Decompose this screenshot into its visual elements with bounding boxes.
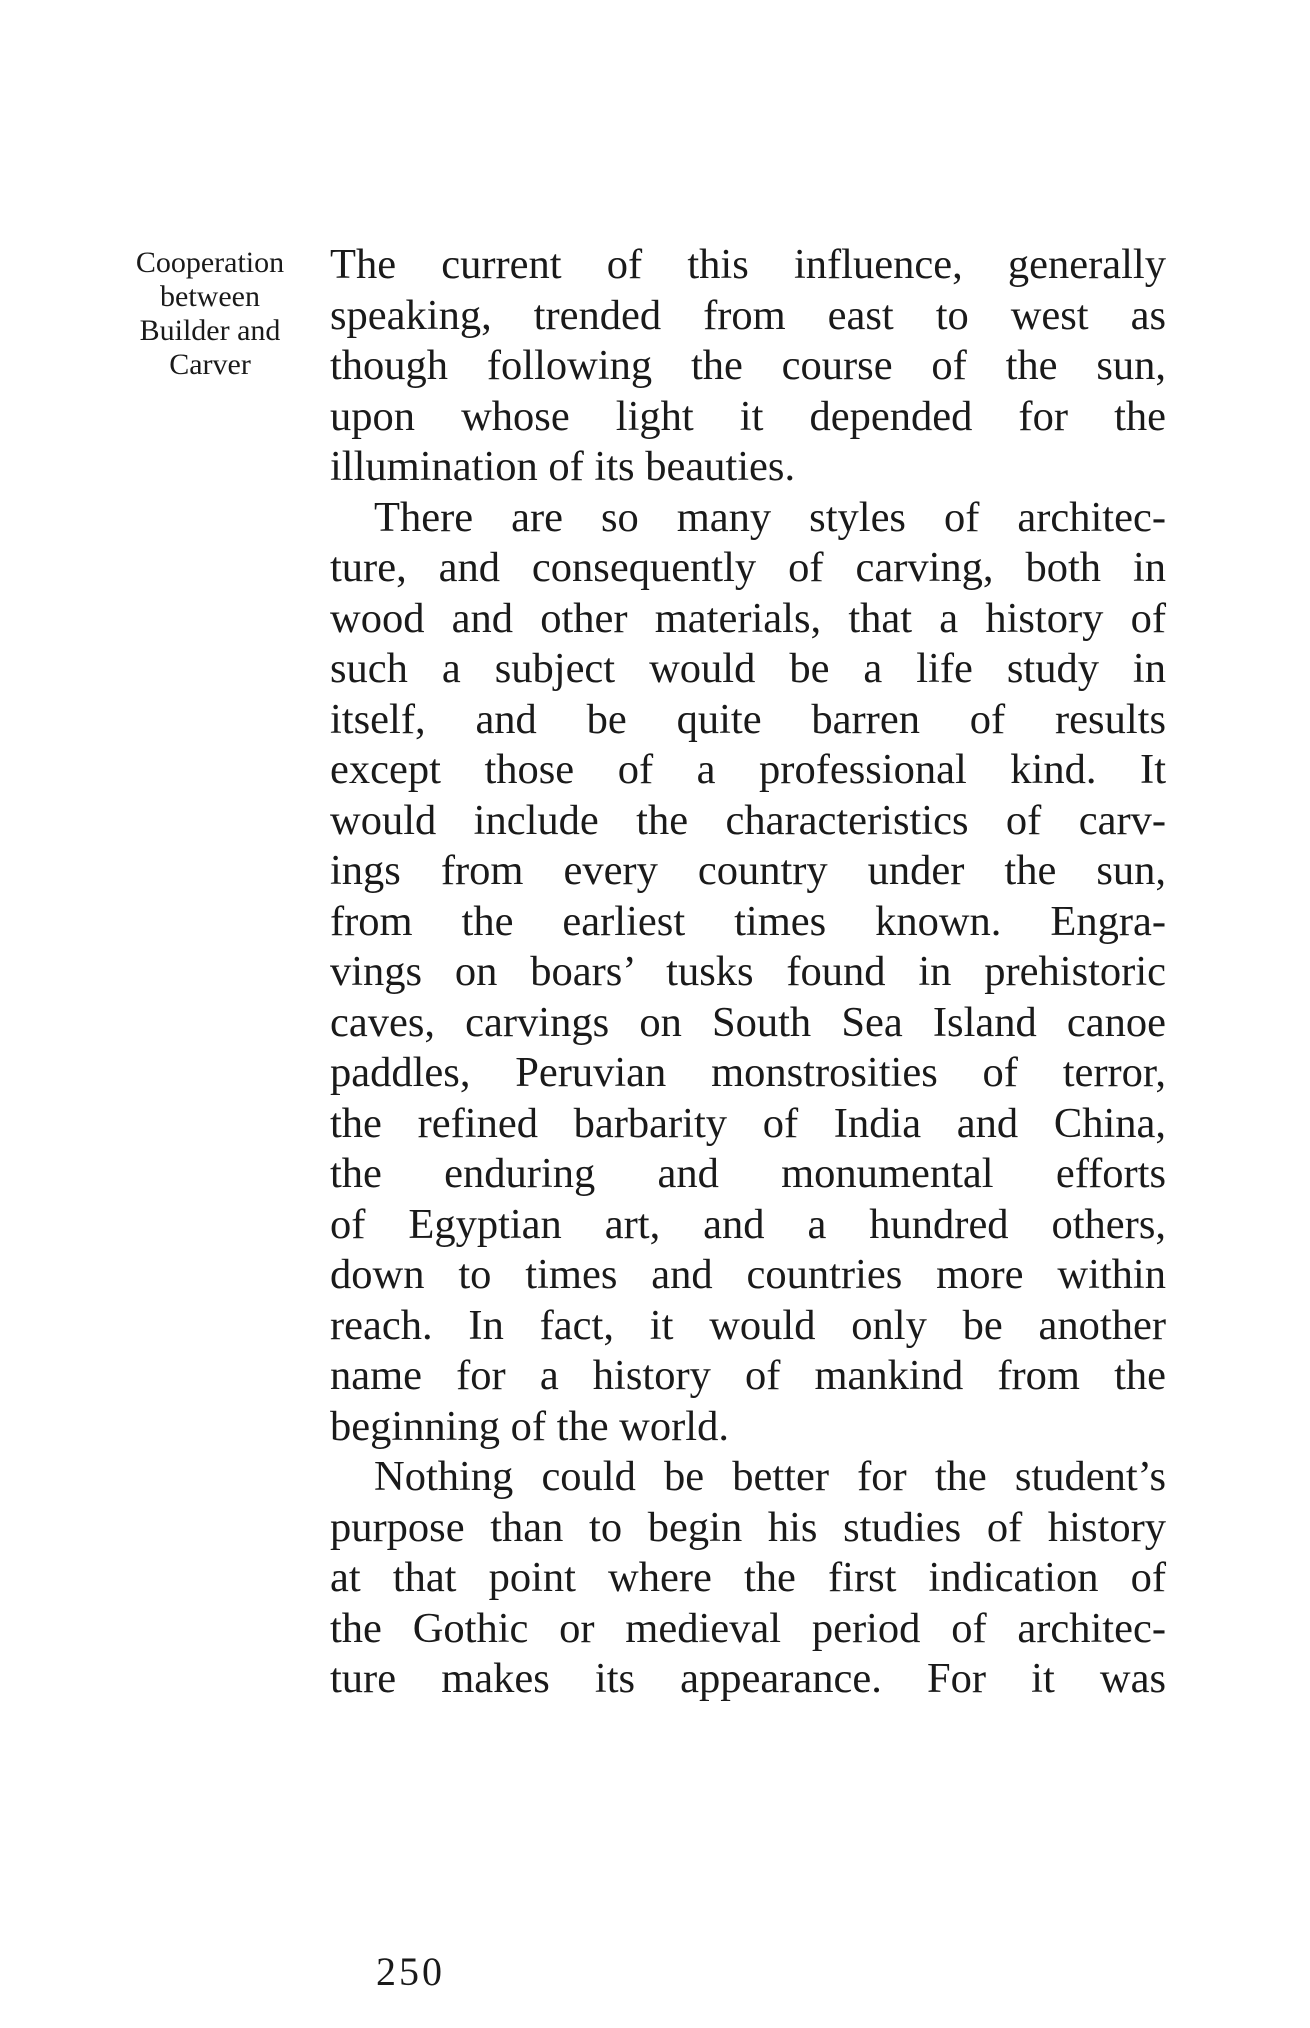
text-line: purpose than to begin his studies of history (330, 1503, 1166, 1551)
text-line: illumination of its beauties. (330, 443, 796, 490)
text-line: The current of this influence, generally (330, 241, 1166, 288)
text-line: ture makes its appearance. For it was (330, 1655, 1166, 1702)
text-line: name for a history of mankind from the (330, 1352, 1166, 1399)
text-line: wood and other materials, that a history of (330, 594, 1166, 642)
body-text (330, 240, 1166, 1705)
text-line: ture, and consequently of carving, both in (330, 544, 1166, 591)
text-line: though following the course of the sun, (330, 342, 1166, 389)
text-line: the refined barbarity of India and China, (330, 1099, 1166, 1147)
marginal-note-line: between (160, 280, 260, 313)
text-line: reach. In fact, it would only be another (330, 1301, 1166, 1349)
marginal-note-line: Builder and (139, 314, 281, 347)
text-line: would include the characteristics of carv- (330, 796, 1166, 844)
text-line: There are so many styles of architec- (374, 493, 1166, 541)
marginal-note-line: Carver (169, 348, 251, 381)
text-line: down to times and countries more within (330, 1251, 1166, 1298)
text-line: the Gothic or medieval period of architec- (330, 1604, 1166, 1652)
text-line: speaking, trended from east to west as (330, 291, 1166, 339)
text-line: vings on boars’ tusks found in prehistoric (330, 948, 1166, 995)
text-line: except those of a professional kind. It (330, 746, 1166, 793)
text-line: at that point where the first indication of (330, 1554, 1166, 1601)
text-line: from the earliest times known. Engra- (330, 897, 1166, 945)
text-line: ings from every country under the sun, (330, 847, 1166, 894)
text-line: the enduring and monumental efforts (330, 1150, 1166, 1197)
text-line: itself, and be quite barren of results (330, 695, 1166, 743)
marginal-note (110, 246, 310, 382)
text-line: paddles, Peruvian monstrosities of terror, (330, 1049, 1166, 1096)
text-line: of Egyptian art, and a hundred others, (330, 1200, 1166, 1248)
text-line: Nothing could be better for the student’s (374, 1453, 1166, 1500)
text-line: upon whose light it depended for the (330, 392, 1166, 440)
text-line: such a subject would be a life study in (330, 645, 1166, 692)
text-line: caves, carvings on South Sea Island canoe (330, 998, 1166, 1046)
marginal-note-line: Cooperation (135, 246, 285, 279)
text-line: beginning of the world. (330, 1402, 729, 1450)
page-number: 250 (376, 1949, 445, 1994)
